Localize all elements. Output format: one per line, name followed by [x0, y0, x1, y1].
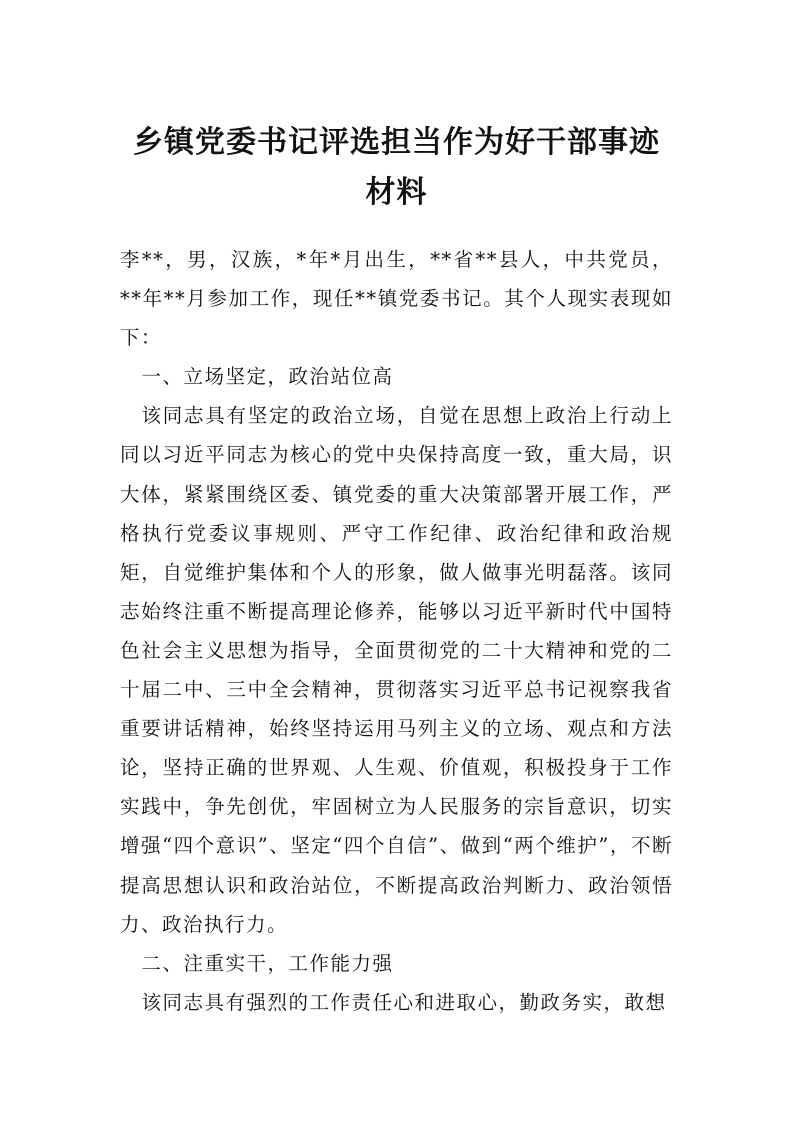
- intro-paragraph: 李**，男，汉族，*年*月出生，**省**县人，中共党员，**年**月参加工作，现任**镇党委书记。其个人现实表现如下：: [120, 248, 673, 350]
- section-paragraph-1: 该同志具有坚定的政治立场，自觉在思想上政治上行动上同以习近平同志为核心的党中央保持高度一致，重大局，识大体，紧紧围绕区委、镇党委的重大决策部署开展工作，严格执行党委议事规则、严守工作纪律、政治纪律和政治规矩，自觉维护集体和个人的形象，做人做事光明磊落。该同志始终注重不断提高理论修养，能够以习近平新时代中国特色社会主义思想为指导，全面贯彻党的二十大精神和党的二十届二中、三中全会精神，贯彻落实习近平总书记视察我省重要讲话精神，始终坚持运用马列主义的立场、观点和方法论，坚持正确的世界观、人生观、价值观，积极投身于工作实践中，争先创优，牢固树立为人民服务的宗旨意识，切实增强“四个意识”、坚定“四个自信”、做到“两个维护”，不断提高思想认识和政治站位，不断提高政治判断力、政治领悟力、政治执行力。: [120, 404, 673, 936]
- section-heading-2: 二、注重实干，工作能力强: [141, 951, 394, 975]
- document-body: [120, 240, 673, 1022]
- section-heading-1: 一、立场坚定，政治站位高: [141, 365, 394, 389]
- section-paragraph-2: 该同志具有强烈的工作责任心和进取心，勤政务实，敢想: [141, 990, 667, 1014]
- document-title: 乡镇党委书记评选担当作为好干部事迹材料: [133, 125, 660, 210]
